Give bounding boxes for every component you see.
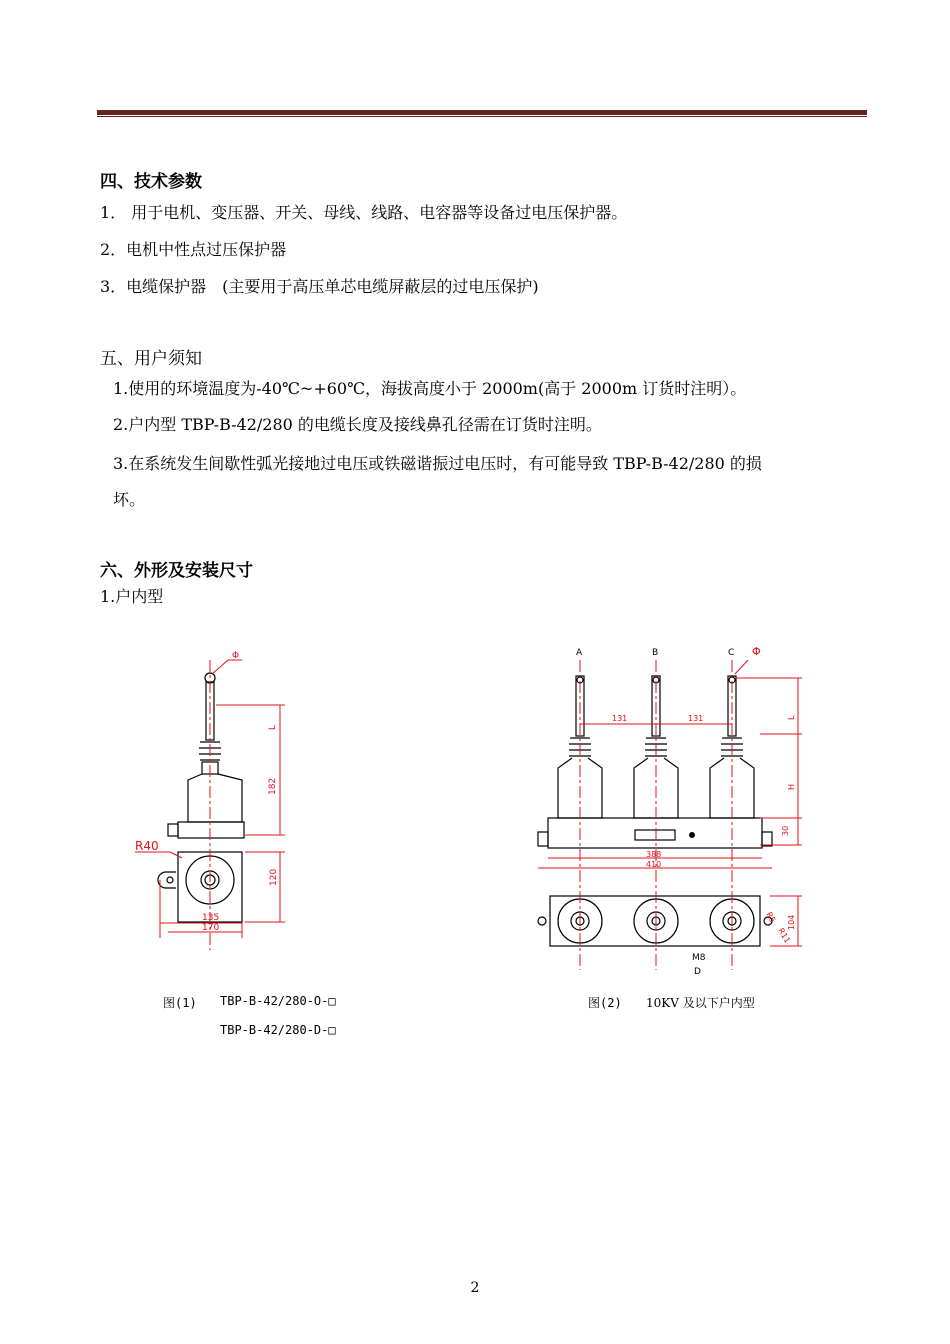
section5-item-2: 2.户内型 TBP-B-42/280 的电缆长度及接线鼻孔径需在订货时注明。: [113, 415, 602, 434]
fig2-label-h: H: [787, 783, 796, 790]
figure2-caption-text: 10KV 及以下户内型: [646, 996, 755, 1010]
figure1-model-1: TBP-B-42/280-O-□: [220, 994, 336, 1008]
fig1-label-l: L: [268, 724, 278, 730]
fig1-label-r40: R40: [135, 839, 159, 853]
header-rule: [97, 110, 867, 115]
section5-item-1: 1.使用的环境温度为-40℃~+60℃，海拔高度小于 2000m(高于 2000m 订货时注明）。: [113, 379, 747, 398]
fig1-label-phi: Φ: [232, 651, 240, 661]
section6-subtitle: 1.户内型: [100, 587, 164, 606]
section4-title: 四、技术参数: [100, 172, 202, 192]
header-rule-thin: [97, 116, 867, 117]
fig2-label-388: 388: [646, 850, 662, 859]
fig2-label-c: C: [728, 648, 735, 658]
page-number: 2: [470, 1280, 480, 1296]
fig2-label-b: B: [652, 648, 659, 658]
section4-item-1: 1． 用于电机、变压器、开关、母线、线路、电容器等设备过电压保护器。: [100, 203, 628, 222]
section5-item-3: 3.在系统发生间歇性弧光接地过电压或铁磁谐振过电压时，有可能导致 TBP-B-42/280 的损: [113, 454, 762, 473]
fig2-label-30: 30: [781, 825, 790, 836]
section6-title: 六、外形及安装尺寸: [100, 561, 253, 581]
fig2-label-r5: R5: [764, 910, 778, 925]
section5-item-3-cont: 坏。: [113, 490, 146, 509]
fig2-label-a: A: [576, 648, 583, 658]
fig1-label-182: 182: [268, 777, 278, 795]
fig1-label-120: 120: [269, 868, 279, 886]
section5-title: 五、用户须知: [100, 349, 202, 369]
fig2-label-phi: Φ: [752, 645, 761, 658]
fig2-label-131a: 131: [612, 714, 628, 723]
figure2-drawing: [530, 640, 810, 980]
fig1-label-170: 170: [202, 923, 220, 933]
fig2-label-r11: R11: [776, 926, 792, 945]
fig2-label-410: 410: [646, 860, 662, 869]
figure1-drawing: [120, 640, 320, 950]
figure1-caption-label: 图(1): [163, 996, 197, 1010]
fig2-label-104: 104: [787, 914, 796, 930]
fig1-label-135: 135: [202, 913, 220, 923]
fig2-label-m8: M8: [692, 953, 706, 963]
fig2-label-d: D: [694, 967, 701, 977]
figure1-model-2: TBP-B-42/280-D-□: [220, 1023, 336, 1037]
section4-item-3: 3．电缆保护器 (主要用于高压单芯电缆屏蔽层的过电压保护): [100, 277, 539, 296]
section4-item-2: 2．电机中性点过压保护器: [100, 240, 287, 259]
fig2-label-131b: 131: [688, 714, 704, 723]
fig2-label-l: L: [787, 715, 796, 720]
figure2-caption-label: 图(2): [588, 996, 622, 1010]
